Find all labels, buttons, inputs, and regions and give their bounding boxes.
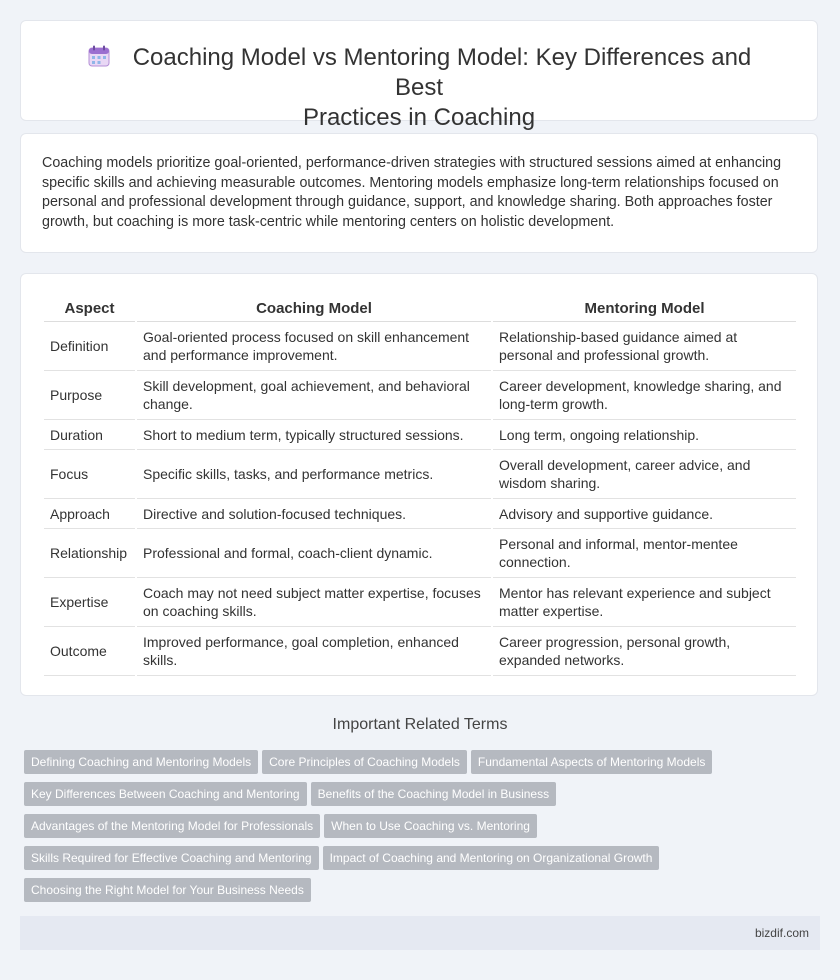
coaching-cell: Specific skills, tasks, and performance metrics. (137, 450, 491, 499)
header-mentoring: Mentoring Model (493, 294, 796, 322)
mentoring-cell: Relationship-based guidance aimed at personal and professional growth. (493, 322, 796, 371)
aspect-cell: Approach (44, 499, 135, 529)
table-row (44, 371, 796, 420)
table-row (44, 499, 796, 529)
related-term-tag[interactable]: Key Differences Between Coaching and Mentoring (24, 782, 307, 806)
related-term-tag[interactable]: Fundamental Aspects of Mentoring Models (471, 750, 712, 774)
related-term-tag[interactable]: Impact of Coaching and Mentoring on Organizational Growth (323, 846, 660, 870)
table-row (44, 322, 796, 371)
header-coaching: Coaching Model (137, 294, 491, 322)
intro-card (20, 133, 818, 253)
title-line-2: Practices in Coaching (302, 104, 536, 131)
related-term-tag[interactable]: Advantages of the Mentoring Model for Professionals (24, 814, 320, 838)
coaching-cell: Coach may not need subject matter expertise, focuses on coaching skills. (137, 578, 491, 627)
table-row (44, 529, 796, 578)
table-row (44, 627, 796, 676)
aspect-cell: Definition (44, 322, 135, 371)
aspect-cell: Relationship (44, 529, 135, 578)
mentoring-cell: Career progression, personal growth, expanded networks. (493, 627, 796, 676)
aspect-cell: Focus (44, 450, 135, 499)
aspect-cell: Expertise (44, 578, 135, 627)
coaching-cell: Skill development, goal achievement, and behavioral change. (137, 371, 491, 420)
coaching-cell: Professional and formal, coach-client dynamic. (137, 529, 491, 578)
coaching-cell: Improved performance, goal completion, enhanced skills. (137, 627, 491, 676)
table-header-row (44, 294, 796, 322)
mentoring-cell: Advisory and supportive guidance. (493, 499, 796, 529)
mentoring-cell: Career development, knowledge sharing, and long-term growth. (493, 371, 796, 420)
mentoring-cell: Personal and informal, mentor-mentee connection. (493, 529, 796, 578)
coaching-cell: Directive and solution-focused techniques. (137, 499, 491, 529)
title-line-1: Coaching Model vs Mentoring Model: Key Differences and Best (132, 44, 752, 101)
header-card (20, 20, 818, 131)
coaching-cell: Goal-oriented process focused on skill enhancement and performance improvement. (137, 322, 491, 371)
related-term-tag[interactable]: When to Use Coaching vs. Mentoring (324, 814, 537, 838)
intro-text: Coaching models prioritize goal-oriented, performance-driven strategies with structured sessions aimed at enhancing specific skills and achieving measurable outcomes. Mentoring models emphasize long-term relationships focused on personal and professional development through guidance, support, and knowledge sharing. Both approaches foster growth, but coaching is more task-centric while mentoring centers on holistic development. (42, 155, 782, 230)
table-row (44, 578, 796, 627)
related-terms-list (24, 750, 784, 910)
mentoring-cell: Mentor has relevant experience and subject matter expertise. (493, 578, 796, 627)
calendar-icon (87, 44, 111, 68)
mentoring-cell: Overall development, career advice, and wisdom sharing. (493, 450, 796, 499)
comparison-card (20, 273, 818, 696)
mentoring-cell: Long term, ongoing relationship. (493, 420, 796, 450)
related-term-tag[interactable]: Choosing the Right Model for Your Business Needs (24, 878, 311, 902)
aspect-cell: Purpose (44, 371, 135, 420)
table-row (44, 450, 796, 499)
related-term-tag[interactable]: Benefits of the Coaching Model in Business (311, 782, 556, 806)
related-term-tag[interactable]: Skills Required for Effective Coaching and Mentoring (24, 846, 319, 870)
page-title (21, 43, 817, 133)
coaching-cell: Short to medium term, typically structured sessions. (137, 420, 491, 450)
aspect-cell: Duration (44, 420, 135, 450)
aspect-cell: Outcome (44, 627, 135, 676)
footer (20, 916, 820, 950)
header-aspect: Aspect (44, 294, 135, 322)
related-term-tag[interactable]: Core Principles of Coaching Models (262, 750, 467, 774)
footer-site-link[interactable]: bizdif.com (754, 926, 809, 940)
table-row (44, 420, 796, 450)
comparison-table (42, 294, 798, 676)
related-terms-title: Important Related Terms (332, 716, 508, 733)
related-term-tag[interactable]: Defining Coaching and Mentoring Models (24, 750, 258, 774)
